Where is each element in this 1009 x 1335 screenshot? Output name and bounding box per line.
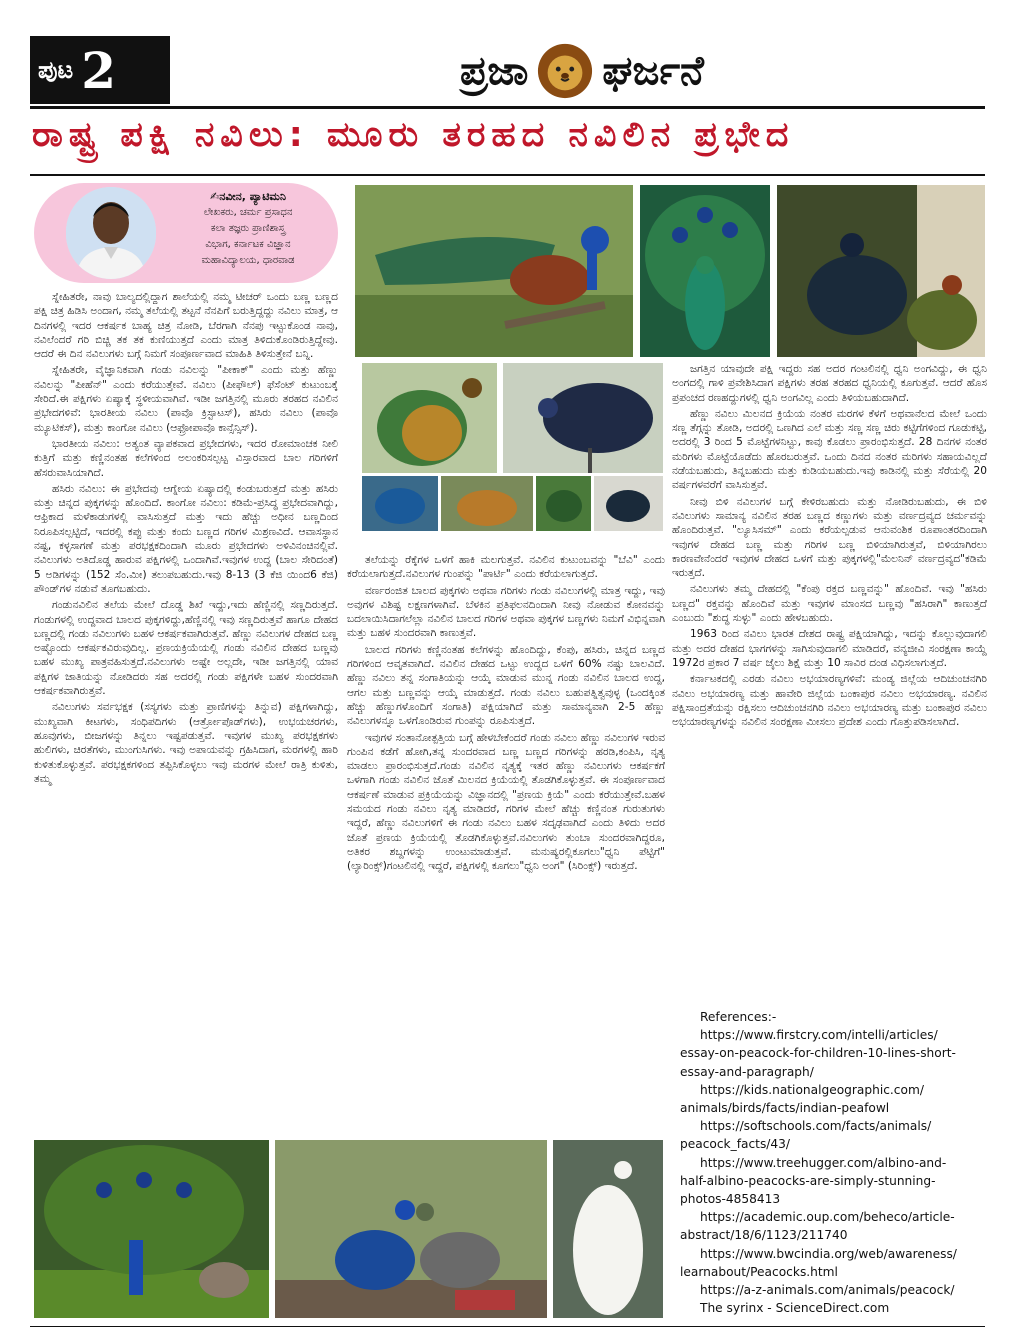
green-peacock-photo [640,185,770,357]
paragraph: ಇವುಗಳ ಸಂತಾನೋತ್ಪತ್ತಿಯ ಬಗ್ಗೆ ಹೇಳಬೇಕೆಂದರೆ ಗಂಡು ನವಿಲು ಹೆಣ್ಣು ನವಿಲುಗಳ ಇರುವ ಗುಂಪಿನ ಕಡೆಗೆ ಹೋಗಿ,ತನ್ನ ಸುಂದರವಾದ ಬಣ್ಣ ಬಣ್ಣದ ಗರಿಗಳನ್ನು ಹರಡಿ,ಕಂಪಿಸಿ, ನೃತ್ಯ ಮಾಡಲು ಪ್ರಾರಂಭಿಸುತ್ತದೆ.ಗಂಡು ನವಿಲಿನ ನೃತ್ಯಕ್ಕೆ ಇತರ ಹೆಣ್ಣು ನವಿಲುಗಳು ಆಕರ್ಷಕಗೆ ಒಳಗಾಗಿ ಗಂಡು ನವಿಲಿನ ಜೊತೆ ಮಿಲನದ ಕ್ರಿಯೆಯಲ್ಲಿ ತೊಡಗಿಕೊಳ್ಳುತ್ತವೆ. ಈ ಸಂಪೂರ್ಣವಾದ ಆಕರ್ಷಣೆ ಮಾಡುವ ಪ್ರಕ್ರಿಯೆಯನ್ನು ವಿಜ್ಞಾನದಲ್ಲಿ "ಪ್ರಣಯ ಕ್ರಿಯೆ" ಎಂದು ಕರೆಯುತ್ತೇವೆ.ಬಹಳ ಸಮಯದ ಗಂಡು ನವಿಲು ನೃತ್ಯ ಮಾಡಿದರೆ, ಗರಿಗಳ ಮೇಲೆ ಹೆಚ್ಚು ಕಣ್ಣಿನಂತ ಗುರುತುಗಳು ಇದ್ದರೆ, ಹೆಣ್ಣು ನವಿಲುಗಳಿಗೆ ಈ ಗಂಡು ನವಿಲು ಬಹಳ ಸದೃಢವಾಗಿದೆ ಎಂದು ತಿಳಿದು ಅದರ ಜೊತೆ ಪ್ರಣಯ ಕ್ರಿಯೆಯಲ್ಲಿ ತೊಡಗಿಕೊಳ್ಳುತ್ತವೆ.ನವಿಲುಗಳು ತುಂಬಾ ಸುಂದರವಾಗಿದ್ದರೂ, ಅತಿಕರ ಶಬ್ದಗಳನ್ನು ಉಂಟುಮಾಡುತ್ತವೆ. ಮನುಷ್ಯರಲ್ಲಿಕೂಗಲು"ಧ್ವನಿ ಪೆಟ್ಟಿಗೆ" (ಲ್ಯಾರಿಂಕ್ಸ್)ಗಂಟಲಿನಲ್ಲಿ ಇದ್ದರೆ, ಪಕ್ಷಿಗಳಲ್ಲಿ ಕೂಗಲು"ಧ್ವನಿ ಅಂಗ" (ಸಿರಿಂಕ್ಸ್) ಇರುತ್ತದೆ. [347,731,665,873]
author-line-4: ಮಹಾವಿದ್ಯಾಲಯ, ಧಾರವಾಡ [201,255,295,266]
author-line-3: ವಿಭಾಗ, ಕರ್ನಾಟಕ ವಿಜ್ಞಾನ [205,239,291,250]
paragraph: ಬಾಲದ ಗರಿಗಳು ಕಣ್ಣಿನಂತಹ ಕಲೆಗಳನ್ನು ಹೊಂದಿದ್ದು, ಕೆಂಪು, ಹಸಿರು, ಚಿನ್ನದ ಬಣ್ಣದ ಗರಿಗಳಿಂದ ಆವೃತವಾಗಿದೆ. ನವಿಲಿನ ದೇಹದ ಒಟ್ಟು ಉದ್ದದ ಒಳಗೆ 60% ನಷ್ಟು ಬಾಲವಿದೆ. ಹೆಣ್ಣು ನವಿಲು ತನ್ನ ಸಂಗಾತಿಯನ್ನು ಆಯ್ಕೆ ಮಾಡುವ ಮುನ್ನ ಗಂಡು ನವಿಲಿನ ಬಾಲದ ಉದ್ದ, ಆಗಲ ಮತ್ತು ಬಣ್ಣವನ್ನು ಆಯ್ಕೆ ಮಾಡುತ್ತದೆ. ಗಂಡು ನವಿಲು ಬಹುಪತ್ನಿತ್ವವುಳ್ಳ (ಒಂದಕ್ಕಿಂತ ಹೆಚ್ಚು ಹೆಣ್ಣುಗಳೊಂದಿಗೆ ಸಂಗಾತಿ) ಪಕ್ಷಿಯಾಗಿದೆ ಮತ್ತು ಸಾಮಾನ್ಯವಾಗಿ 2-5 ಹೆಣ್ಣು ನವಿಲುಗಳನ್ನೂ ಒಳಗೊಂಡಿರುವ ಗುಂಪನ್ನು ರೂಪಿಸುತ್ತದೆ. [347,643,665,728]
blue-peacock-thumbnail [362,476,438,531]
page-number: 2 [81,40,117,100]
page-label: ಪುಟ [38,56,74,84]
paragraph: ನವಿಲುಗಳು ಸರ್ವಭಕ್ಷಕ (ಸಸ್ಯಗಳು ಮತ್ತು ಪ್ರಾಣಿಗಳನ್ನು ತಿನ್ನುವ) ಪಕ್ಷಿಗಳಾಗಿದ್ದು, ಮುಖ್ಯವಾಗಿ ಕೀಟಗಳು, ಸಂಧಿಪದಿಗಳು (ಆರ್ತ್ರೋಪೊಡ್‌ಗಳು), ಉಭಯಚರಗಳು, ಹೂವುಗಳು, ಬೀಜಗಳನ್ನು ತಿನ್ನಲು ಇಷ್ಟಪಡುತ್ತವೆ. ಇವುಗಳ ಮುಖ್ಯ ಪರಭಕ್ಷಕಗಳು ಹುಲಿಗಳು, ಚಿರತೆಗಳು, ಮುಂಗುಸಿಗಳು. ಇವು ಅಪಾಯವನ್ನು ಗ್ರಹಿಸಿದಾಗ, ಮರಗಳಲ್ಲಿ ಹಾರಿ ಕುಳಿತುಕೊಳ್ಳುತ್ತವೆ. ಪರಭಕ್ಷಕಗಳಿಂದ ತಪ್ಪಿಸಿಕೊಳ್ಳಲು ಇವು ಮರಗಳ ಮೇಲೆ ರಾತ್ರಿ ಕುಳಿತು, ತಮ್ಮ [34,701,338,785]
lion-logo-icon [536,42,594,100]
paragraph: ತಲೆಯನ್ನು ರೆಕ್ಕೆಗಳ ಒಳಗೆ ಹಾಕಿ ಮಲಗುತ್ತವೆ. ನವಿಲಿನ ಕುಟುಂಬವನ್ನು "ಬೆವಿ" ಎಂದು ಕರೆಯಲಾಗುತ್ತದೆ.ನವಿಲುಗಳ ಗುಂಪನ್ನು "ಪಾರ್ಟಿ" ಎಂದು ಕರೆಯಲಾಗುತ್ತದೆ. [347,554,665,581]
byline-text [162,189,334,269]
paragraph: ಸ್ನೇಹಿತರೇ, ನಾವು ಬಾಲ್ಯದಲ್ಲಿದ್ದಾಗ ಶಾಲೆಯಲ್ಲಿ ನಮ್ಮ ಟೀಚರ್ ಒಂದು ಬಣ್ಣ ಬಣ್ಣದ ಪಕ್ಷಿ ಚಿತ್ರ ಹಿಡಿಸಿ ಅಂದಾಗ, ನಮ್ಮ ತಲೆಯಲ್ಲಿ ತಟ್ಟನೆ ನೆನಪಿಗೆ ಬರುತ್ತಿದ್ದದ್ದು ನವಿಲು ಮಾತ್ರ, ಆ ದಿನಗಳಲ್ಲಿ ಇದರ ಆಕರ್ಷಕ ಬಾಹ್ಯ ಚಿತ್ರ ನೋಡಿ, ಬೆರಗಾಗಿ ನೆನಪು ಇಟ್ಟುಕೊಂಡ ನಾವು, ನವಿಲೆಂದರೆ ಗರಿ ಬಿಚ್ಚಿ ತಕ ತಕ ಕುಣಿಯುತ್ತದೆ ಎಂದು ಮಾತ್ರ ತಿಳಿದುಕೊಂಡಿರುತ್ತಿದ್ದೇವು. ಆದರೆ ಈ ದಿನ ನವಿಲುಗಳು ಬಗ್ಗೆ ನಿಮಗೆ ಸಂಪೂರ್ಣವಾದ ಮಾಹಿತಿ ತಿಳಿಸುತ್ತೇನೆ ಬನ್ನಿ. [34,291,338,361]
author-name: ✍ನವೀನ, ಪ್ಯಾಟಿಮನಿ [210,190,286,203]
peacock-in-shade-photo [503,363,663,473]
reference-link[interactable]: photos-4858413 [680,1192,781,1207]
congo-peacock-photo [777,185,985,357]
reference-link[interactable]: essay-on-peacock-for-children-10-lines-short- [680,1046,956,1061]
peacock-display-photo [34,1140,269,1318]
reference-link[interactable]: half-albino-peacocks-are-simply-stunning- [680,1173,936,1188]
green-bird-thumbnail [536,476,591,531]
reference-link[interactable]: peacock_facts/43/ [680,1137,791,1152]
brand-right: ಘರ್ಜನೆ [602,48,704,94]
peacock-pair-photo [275,1140,547,1318]
headline: ರಾಷ್ಟ್ರ ಪಕ್ಷಿ ನವಿಲು: ಮೂರು ತರಹದ ನವಿಲಿನ ಪ್ರಭೇದ [32,115,795,155]
brand-left: ಪ್ರಜಾ [460,48,529,94]
reference-link[interactable]: https://a-z-animals.com/animals/peacock/ [700,1283,955,1298]
page-number-tag [30,36,170,104]
dark-peafowl-thumbnail [594,476,663,531]
bottom-rule [30,1326,985,1327]
reference-link[interactable]: https://www.treehugger.com/albino-and- [700,1155,947,1170]
newspaper-brand [460,42,704,100]
paragraph: ಗಂಡುನವಿಲಿನ ತಲೆಯ ಮೇಲೆ ದೊಡ್ಡ ಶಿಖೆ ಇದ್ದು,ಇದು ಹೆಣ್ಣಿನಲ್ಲಿ ಸಣ್ಣದಿರುತ್ತದೆ. ಗಂಡುಗಳಲ್ಲಿ ಉದ್ದವಾದ ಬಾಲದ ಪುಕ್ಕಗಳಿದ್ದು,ಹೆಣ್ಣಿನಲ್ಲಿ ಇವು ಸಣ್ಣದಿರುತ್ತವೆ ಹಾಗೂ ದೇಹದ ಬಣ್ಣದಲ್ಲಿ ಗಂಡು ನವಿಲುಗಳು ಬಹಳ ಆಕರ್ಷಕವಾಗಿರುತ್ತವೆ. ಹೆಣ್ಣು ನವಿಲುಗಳ ದೇಹದ ಬಣ್ಣ ಅಷ್ಟೊಂದು ಆಕರ್ಷಕವಿರುವುದಿಲ್ಲ. ಪ್ರಣಯಕ್ರಿಯೆಯಲ್ಲಿ ಗಂಡು ನವಿಲಿನ ದೇಹದ ಬಣ್ಣವು ಬಹಳ ಮುಖ್ಯ ಪಾತ್ರವಹಿಸುತ್ತದೆ.ನವಿಲುಗಳು ಅಷ್ಟೇ ಅಲ್ಲದೇ, ಇಡೀ ಜಗತ್ತಿನಲ್ಲಿ ಯಾವ ಪಕ್ಷಿಗಳ ಜಾತಿಯನ್ನು ನೋಡಿದರು ಸಹ ಅದರಲ್ಲಿ ಗಂಡು ಪಕ್ಷಿಗಳೇ ಬಹಳ ಸುಂದರವಾಗಿ ಆಕರ್ಷಕವಾಗಿರುತ್ತವೆ. [34,599,338,698]
paragraph: ಕರ್ನಾಟಕದಲ್ಲಿ ಎರಡು ನವಿಲು ಅಭಯಾರಣ್ಯಗಳಿವೆ: ಮಂಡ್ಯ ಜಿಲ್ಲೆಯ ಆದಿಚುಂಚನಗಿರಿ ನವಿಲು ಅಭಯಾರಣ್ಯ ಮತ್ತು ಹಾವೇರಿ ಜಿಲ್ಲೆಯ ಬಂಕಾಪುರ ನವಿಲು ಅಭಯಾರಣ್ಯ. ನವಿಲಿನ ಪಕ್ಷಿಸಾಂದ್ರತೆಯನ್ನು ರಕ್ಷಿಸಲು ಆದಿಚುಂಚನಗಿರಿ ನವಿಲು ಅಭಯಾರಣ್ಯ ಮತ್ತು ಬಂಕಾಪುರ ನವಿಲು ಅಭಯಾರಣ್ಯಗಳನ್ನು ನವಿಲಿನ ಸಂರಕ್ಷಣಾ ಮೀಸಲು ಪ್ರದೇಶ ಎಂದು ಗೊತ್ತುಪಡಿಸಲಾಗಿದೆ. [672,673,987,729]
reference-link[interactable]: https://academic.oup.com/beheco/article- [700,1210,955,1225]
author-avatar [66,187,156,279]
article-column-3 [672,362,987,1028]
paragraph: ಸ್ನೇಹಿತರೇ, ವೈಜ್ಞಾನಿಕವಾಗಿ ಗಂಡು ನವಿಲನ್ನು "ಪೀಕಾಕ್" ಎಂದು ಮತ್ತು ಹೆಣ್ಣು ನವಿಲನ್ನು "ಪೀಹೆನ್" ಎಂದು ಕರೆಯುತ್ತೇವೆ. ನವಿಲು (ಪೀಫೌಲ್) ಫೆಸೆಂಟ್ ಕುಟುಂಬಕ್ಕೆ ಸೇರಿದೆ.ಈ ಪಕ್ಷಿಗಳು ಏಷ್ಯಾಕ್ಕೆ ಸ್ಥಳೀಯವಾಗಿವೆ. ಇಡೀ ಜಗತ್ತಿನಲ್ಲಿ ಮೂರು ತರಹದ ನವಿಲಿನ ಪ್ರಭೇದಗಳಿವೆ: ಭಾರತೀಯ ನವಿಲು (ಪಾವೊ ಕ್ರಿಸ್ಟಾಟಸ್), ಹಸಿರು ನವಿಲು (ಪಾವೊ ಮ್ಯೂಟಿಕಸ್), ಮತ್ತು ಕಾಂಗೋ ನವಿಲು (ಆಫ್ರೋಪಾವೊ ಕಾನ್ಸೆನ್ಸಿಸ್). [34,364,338,434]
paragraph: 1963 ರಿಂದ ನವಿಲು ಭಾರತ ದೇಶದ ರಾಷ್ಟ್ರ ಪಕ್ಷಿಯಾಗಿದ್ದು, ಇದನ್ನು ಕೊಲ್ಲುವುದಾಗಲಿ ಮತ್ತು ಅದರ ದೇಹದ ಭಾಗಗಳನ್ನು ಸಾಗಿಸುವುದಾಗಲಿ ಮಾಡಿದರೆ, ವನ್ಯಜೀವಿ ಸಂರಕ್ಷಣಾ ಕಾಯ್ದೆ 1972ರ ಪ್ರಕಾರ 7 ವರ್ಷ ಜೈಲು ಶಿಕ್ಷೆ ಮತ್ತು 10 ಸಾವಿರ ದಂಡ ವಿಧಿಸಲಾಗುತ್ತದೆ. [672,628,987,669]
reference-link[interactable]: learnabout/Peacocks.html [680,1264,838,1279]
article-column-2 [347,553,665,1133]
paragraph: ನೀವು ಬಿಳಿ ನವಿಲುಗಳ ಬಗ್ಗೆ ಕೇಳಿರಬಹುದು ಮತ್ತು ನೋಡಿರುಬಹುದು, ಈ ಬಿಳಿ ನವಿಲುಗಳು ಸಾಮಾನ್ಯ ನವಿಲಿನ ತರಹ ಬಣ್ಣದ ಕಣ್ಣುಗಳು ಮತ್ತು ವರ್ಣದ್ರವ್ಯದ ಚರ್ಮವನ್ನು ಹೊಂದಿರುತ್ತವೆ. "ಲ್ಯೂಸಿಸಮ್" ಎಂದು ಕರೆಯಲ್ಪಡುವ ಆನುವಂಶಿಕ ರೂಪಾಂತರದಿಂದಾಗಿ ಇವುಗಳ ದೇಹದ ಬಣ್ಣ ಮತ್ತು ಗರಿಗಳ ಬಣ್ಣ ಬಿಳಿಯಾಗಿರುತ್ತವೆ, ಬಿಳಿಯಾಗಿರಲು ಕಾರಣವೇನೆಂದರೆ ಇವುಗಳ ದೇಹದ ಒಳಗೆ ಮತ್ತು ಪುಕ್ಕಗಳಲ್ಲಿ"ಮೆಲನಿನ್ ವರ್ಣದ್ರವ್ಯದ"ಕಡಿಮೆ ಇರುತ್ತದೆ. [672,495,987,580]
masthead [30,36,985,108]
paragraph: ಭಾರತೀಯ ನವಿಲು: ಅತ್ಯಂತ ವ್ಯಾಪಕವಾದ ಪ್ರಭೇದಗಳು, ಇದರ ರೋಮಾಂಚಕ ನೀಲಿ ಕುತ್ತಿಗೆ ಮತ್ತು ಕಣ್ಣಿನಂತಹ ಕಲೆಗಳಿಂದ ಅಲಂಕರಿಸಲ್ಪಟ್ಟ ವಿಸ್ತಾರವಾದ ಬಾಲ ಗರಿಗಳಿಗೆ ಹೆಸರುವಾಸಿಯಾಗಿದೆ. [34,437,338,479]
paragraph: ನವಿಲುಗಳು ತಮ್ಮ ದೇಹದಲ್ಲಿ "ಕೆಂಪು ರಕ್ತದ ಬಣ್ಣವನ್ನು" ಹೊಂದಿವೆ. ಇವು "ಹಸಿರು ಬಣ್ಣದ" ರಕ್ತವನ್ನು ಹೊಂದಿವೆ ಮತ್ತು ಇವುಗಳ ಮಾಂಸದ ಬಣ್ಣವು "ಹಸಿರಾಗಿ" ಕಾಣುತ್ತದೆ ಎಂಬುದು "ಶುದ್ಧ ಸುಳ್ಳು" ಎಂದು ಹೇಳಬಹುದು. [672,583,987,625]
reference-link[interactable]: abstract/18/6/1123/211740 [680,1228,848,1243]
peahen-thumbnail [441,476,533,531]
references-title: References:- [700,1010,777,1024]
paragraph: ಹಸಿರು ನವಿಲು: ಈ ಪ್ರಭೇದವು ಆಗ್ನೇಯ ಏಷ್ಯಾದಲ್ಲಿ ಕಂಡುಬರುತ್ತದೆ ಮತ್ತು ಹಸಿರು ಮತ್ತು ಚಿನ್ನದ ಪುಕ್ಕಗಳನ್ನು ಹೊಂದಿದೆ. ಕಾಂಗೋ ನವಿಲು: ಕಡಿಮೆ-ಪ್ರಸಿದ್ಧ ಪ್ರಭೇದವಾಗಿದ್ದು, ಆಫ್ರಿಕಾದ ಮಳೆಕಾಡುಗಳಲ್ಲಿ ವಾಸಿಸುತ್ತದೆ ಮತ್ತು ಇದು ಹೆಚ್ಚು ಅಧೀನ ಬಣ್ಣದಿಂದ ನಿರೂಪಿಸಲ್ಪಟ್ಟಿದೆ, ಇದರಲ್ಲಿ ಕಪ್ಪು ಮತ್ತು ಕಂದು ಬಣ್ಣದ ಗರಿಗಳ ಮಿಶ್ರಣವಿದೆ. ಆವಾಸಸ್ಥಾನ ನಷ್ಟ, ಕಳ್ಳಸಾಗಣೆ ಮತ್ತು ಪರಭಕ್ಷಕದಿಂದಾಗಿ ಮೂರು ಪ್ರಭೇದಗಳು ಅಳಿವಿನಂಚಿನಲ್ಲಿವೆ. ನವಿಲುಗಳು ಅತಿದೊಡ್ಡ ಹಾರುವ ಪಕ್ಷಿಗಳಲ್ಲಿ ಒಂದಾಗಿವೆ.ಇವುಗಳ ಉದ್ದ (ಬಾಲ ಸೇರಿದಂತೆ) 5 ಅಡಿಗಳನ್ನು (152 ಸೆಂ.ಮೀ) ತಲುಪಬಹುದು.ಇವು 8-13 (3 ಕೆಜಿ ಯಿಂದ6 ಕೆಜಿ) ಪೌಂಡ್‌ಗಳ ನಡುವೆ ತೂಗಬಹುದು. [34,482,338,595]
green-peafowl-photo [362,363,497,473]
reference-link[interactable]: essay-and-paragraph/ [680,1064,814,1079]
article-column-1 [34,290,338,1135]
reference-link[interactable]: https://softschools.com/facts/animals/ [700,1119,932,1134]
masthead-rule [30,106,985,109]
peacock-perched-photo [355,185,633,357]
headline-rule [30,174,985,176]
reference-link[interactable]: https://www.firstcry.com/intelli/articles/ [700,1028,938,1043]
reference-link[interactable]: animals/birds/facts/indian-peafowl [680,1101,890,1116]
author-line-2: ಕಲಾ ತಜ್ಞರು ಪ್ರಾಣಿಶಾಸ್ತ್ರ [210,223,286,234]
byline-box [34,183,338,283]
paragraph: ಹೆಣ್ಣು ನವಿಲು ಮಿಲನದ ಕ್ರಿಯೆಯ ನಂತರ ಮರಗಳ ಕೆಳಗೆ ಅಥವಾನೆಲದ ಮೇಲೆ ಒಂದು ಸಣ್ಣ ತೆಗ್ಗನ್ನು ತೋಡಿ, ಅದರಲ್ಲಿ ಒಣಗಿದ ಎಲೆ ಮತ್ತು ಸಣ್ಣ ಸಣ್ಣ ಚಿರು ಕಟ್ಟಿಗೆಗಳಿಂದ ಗೂಡುಕಟ್ಟಿ, ಅದರಲ್ಲಿ 3 ರಿಂದ 5 ಮೊಟ್ಟೆಗಳನಿಟ್ಟು, ಕಾವು ಕೊಡಲು ಪ್ರಾರಂಭಿಸುತ್ತದೆ. 28 ದಿನಗಳ ನಂತರ ಮರಿಗಳು ಮೊಟ್ಟೆಯೊಡೆದು ಹೊರಬರುತ್ತವೆ. ಒಂದು ದಿನದ ನಂತರ ಮರಿಗಳು ಸಹಾಯವಿಲ್ಲದೆ ನಡೆಯಬಹುದು, ತಿನ್ನಬಹುದು ಮತ್ತು ಕುಡಿಯಬಹುದು.ಇವು ಕಾಡಿನಲ್ಲಿ ಮತ್ತು ಸೆರೆಯಲ್ಲಿ 20 ವರ್ಷಗಳವರೆಗೆ ವಾಸಿಸುತ್ತವೆ. [672,407,987,492]
reference-link[interactable]: https://www.bwcindia.org/web/awareness/ [700,1246,957,1261]
reference-link[interactable]: The syrinx - ScienceDirect.com [700,1301,890,1316]
author-photo-icon [66,187,156,279]
author-line-1: ಲೇಖಕರು, ಚರ್ಮ ಪ್ರಸಾಧನ [203,207,293,218]
paragraph: ವರ್ಣರಂಜಿತ ಬಾಲದ ಪುಕ್ಕಗಳು ಅಥವಾ ಗರಿಗಳು ಗಂಡು ನವಿಲುಗಳಲ್ಲಿ ಮಾತ್ರ ಇದ್ದು, ಇವು ಅವುಗಳ ವಿಶಿಷ್ಟ ಲಕ್ಷಣಗಳಾಗಿವೆ. ಬೆಳಕಿನ ಪ್ರತಿಫಲನದಿಂದಾಗಿ ನೀವು ನೋಡುವ ಕೋನವನ್ನು ಬದಲಾಯಿಸಿದಾಗಲೆಲ್ಲಾ ನವಿಲಿನ ಬಾಲದ ಗರಿಗಳ ಅಥವಾ ಪುಕ್ಕಗಳ ಬಣ್ಣಗಳು ನಿಮಗೆ ವಿಭಿನ್ನವಾಗಿ ಮತ್ತು ಬಹಳ ಸುಂದರವಾಗಿ ಕಾಣುತ್ತವೆ. [347,584,665,640]
reference-link[interactable]: https://kids.nationalgeographic.com/ [700,1082,924,1097]
white-peacock-photo [553,1140,663,1318]
references [680,1008,985,1317]
paragraph: ಜಗತ್ತಿನ ಯಾವುದೇ ಪಕ್ಷಿ ಇದ್ದರು ಸಹ ಅದರ ಗಂಟಲಿನಲ್ಲಿ ಧ್ವನಿ ಅಂಗವಿದ್ದು, ಈ ಧ್ವನಿ ಅಂಗದಲ್ಲಿ ಗಾಳಿ ಪ್ರವೇಶಿಸಿದಾಗ ಪಕ್ಷಿಗಳು ತರಹ ತರಹದ ಧ್ವನಿಯಲ್ಲಿ ಕೂಗುತ್ತವೆ. ಆದರೆ ಹೊಸ ಪ್ರಪಂಚದ ರಣಹದ್ದುಗಳಲ್ಲಿ ಧ್ವನಿ ಅಂಗವಿಲ್ಲ ಎಂದು ತಿಳಿಯಬಹುದಾಗಿದೆ. [672,363,987,404]
